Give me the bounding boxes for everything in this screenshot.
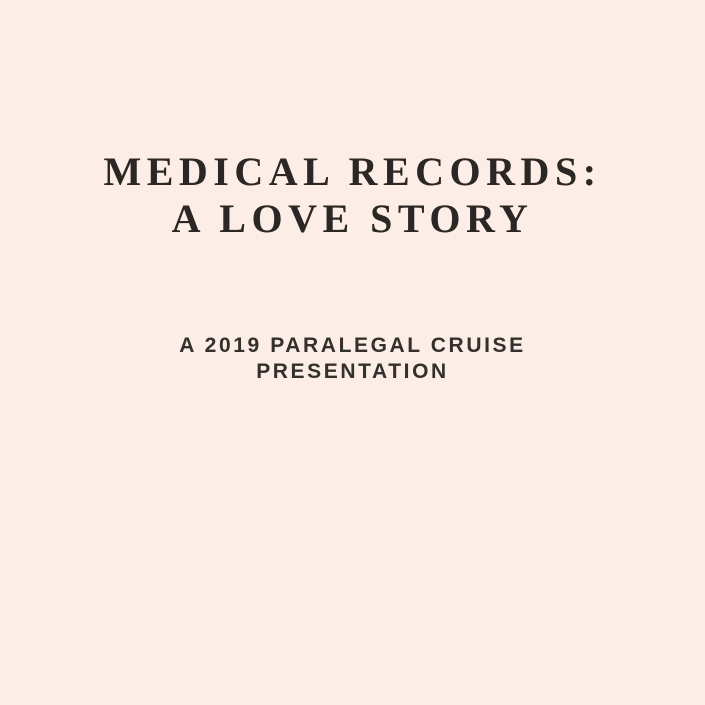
slide-subtitle [0,333,705,385]
slide-subtitle-line-1: A 2019 PARALEGAL CRUISE [179,334,526,357]
slide-title-line-2: A LOVE STORY [171,196,534,241]
slide-title [0,148,705,242]
slide-subtitle-line-2: PRESENTATION [256,360,449,383]
slide-title-line-1: MEDICAL RECORDS: [103,149,602,194]
